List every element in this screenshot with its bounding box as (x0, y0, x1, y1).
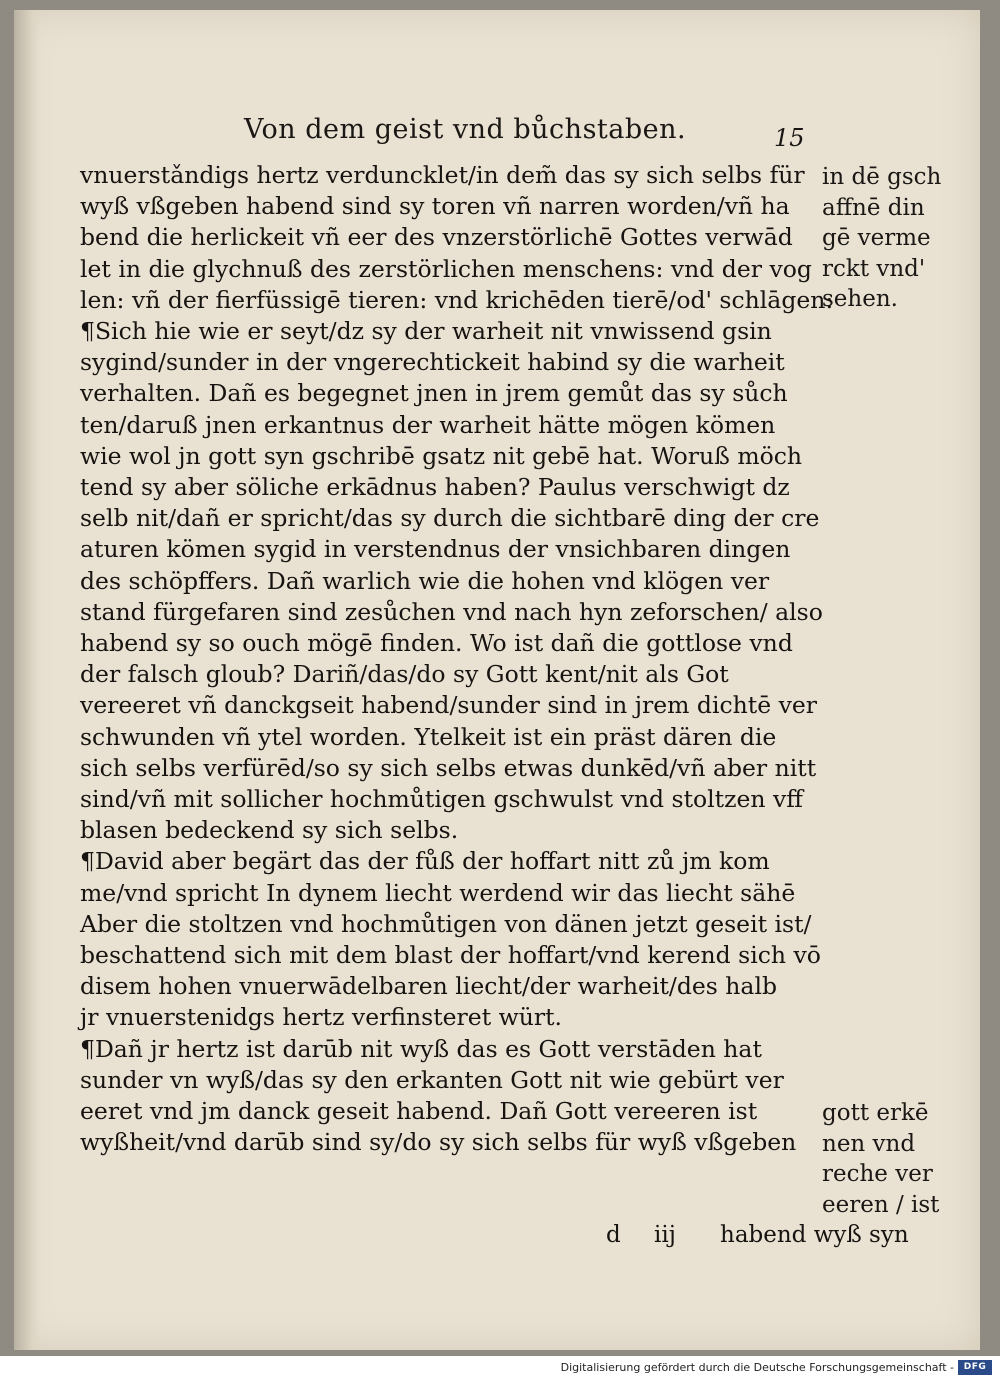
text-line: verhalten. Dañ es begegnet jnen in jrem gemůt das sy sůch (80, 379, 788, 408)
text-line: ¶Dañ jr hertz ist darūb nit wyß das es Gott verstāden hat (80, 1034, 762, 1063)
book-page (14, 10, 980, 1350)
text-line: sich selbs verfürēd/so sy sich selbs etwas dunkēd/vñ aber nitt (80, 753, 817, 782)
signature-mark: d (606, 1222, 621, 1248)
text-line: blasen bedeckend sy sich selbs. (80, 816, 459, 845)
text-line: habend sy so ouch mögē finden. Wo ist dañ die gottlose vnd (80, 629, 793, 658)
text-line: let in die glychnuß des zerstörlichen menschens: vnd der vog (80, 254, 812, 283)
page-gutter-shadow (14, 10, 40, 1350)
text-line: ¶Sich hie wie er seyt/dz sy der warheit nit vnwissend gsin (80, 317, 772, 346)
margin-line: in dē gsch (822, 164, 942, 190)
digitization-footer (0, 1356, 1000, 1380)
dfg-logo: DFG (958, 1360, 992, 1375)
text-line: bend die herlickeit vñ eer des vnzerstörlichē Gottes verwād (80, 223, 793, 252)
catchword: habend wyß syn (720, 1222, 909, 1248)
text-line: jr vnuerstenidgs hertz verfinsteret würt. (80, 1003, 563, 1032)
text-line: des schöpffers. Dañ warlich wie die hohen vnd klögen ver (80, 566, 770, 595)
margin-line: affnē din (822, 194, 925, 221)
margin-line: gott erkē (822, 1100, 929, 1126)
text-line: wyßheit/vnd darūb sind sy/do sy sich selbs für wyß vßgeben (80, 1128, 797, 1157)
marginal-note-bottom (822, 1098, 952, 1220)
margin-line: reche ver (822, 1161, 933, 1187)
text-line: tend sy aber söliche erkādnus haben? Paulus verschwigt dz (80, 473, 790, 502)
text-line: aturen kömen sygid in verstendnus der vnsichbaren dingen (80, 535, 791, 564)
text-line: wyß vßgeben habend sind sy toren vñ narren worden/vñ ha (80, 192, 790, 221)
text-line: beschattend sich mit dem blast der hoffart/vnd kerend sich vō (80, 941, 821, 970)
margin-line: gē verme (822, 225, 931, 251)
margin-line: rckt vnd' (822, 255, 926, 282)
marginal-note-top (822, 162, 952, 315)
text-line: disem hohen vnuerwādelbaren liecht/der warheit/des halb (80, 972, 778, 1001)
text-line: vereeret vñ danckgseit habend/sunder sind in jrem dichtē ver (80, 691, 817, 720)
text-line: eeret vnd jm danck geseit habend. Dañ Gott vereeren ist (80, 1097, 758, 1126)
text-line: Aber die stoltzen vnd hochmůtigen von dänen jetzt geseit ist/ (80, 909, 812, 938)
folio-number: 15 (774, 124, 805, 152)
text-line: wie wol jn gott syn gschribē gsatz nit gebē hat. Woruß möch (80, 441, 803, 470)
text-line: stand fürgefaren sind zesůchen vnd nach hyn zeforschen/ also (80, 597, 823, 626)
text-line: der falsch gloub? Dariñ/das/do sy Gott kent/nit als Got (80, 660, 729, 689)
text-line: selb nit/dañ er spricht/das sy durch die sichtbarē ding der cre (80, 504, 820, 533)
text-line: len: vñ der fierfüssigē tieren: vnd krichēden tierē/od' schlāgen: (80, 285, 834, 314)
margin-line: eeren / ist (822, 1191, 940, 1218)
text-line: ten/daruß jnen erkantnus der warheit hätte mögen kömen (80, 410, 776, 439)
text-line: schwunden vñ ytel worden. Ytelkeit ist ein präst dären die (80, 722, 777, 751)
margin-line: sehen. (822, 286, 898, 312)
footer-credit: Digitalisierung gefördert durch die Deutsche Forschungsgemeinschaft - (560, 1361, 954, 1374)
text-line: sind/vñ mit sollicher hochmůtigen gschwulst vnd stoltzen vff (80, 785, 803, 814)
margin-line: nen vnd (822, 1130, 916, 1157)
text-line: sunder vn wyß/das sy den erkanten Gott nit wie gebürt ver (80, 1065, 784, 1094)
text-line: ¶David aber begärt das der fůß der hoffart nitt zů jm kom (80, 847, 770, 876)
text-line: sygind/sunder in der vngerechtickeit habind sy die warheit (80, 348, 785, 377)
text-line: vnuerstǎndigs hertz verduncklet/in dem̃ das sy sich selbs für (80, 161, 805, 189)
main-text-block (80, 160, 834, 1159)
text-line: me/vnd spricht In dynem liecht werdend wir das liecht sähē (80, 878, 796, 907)
running-title: Von dem geist vnd bůchstaben. (244, 114, 687, 145)
signature-number: iij (654, 1222, 676, 1248)
